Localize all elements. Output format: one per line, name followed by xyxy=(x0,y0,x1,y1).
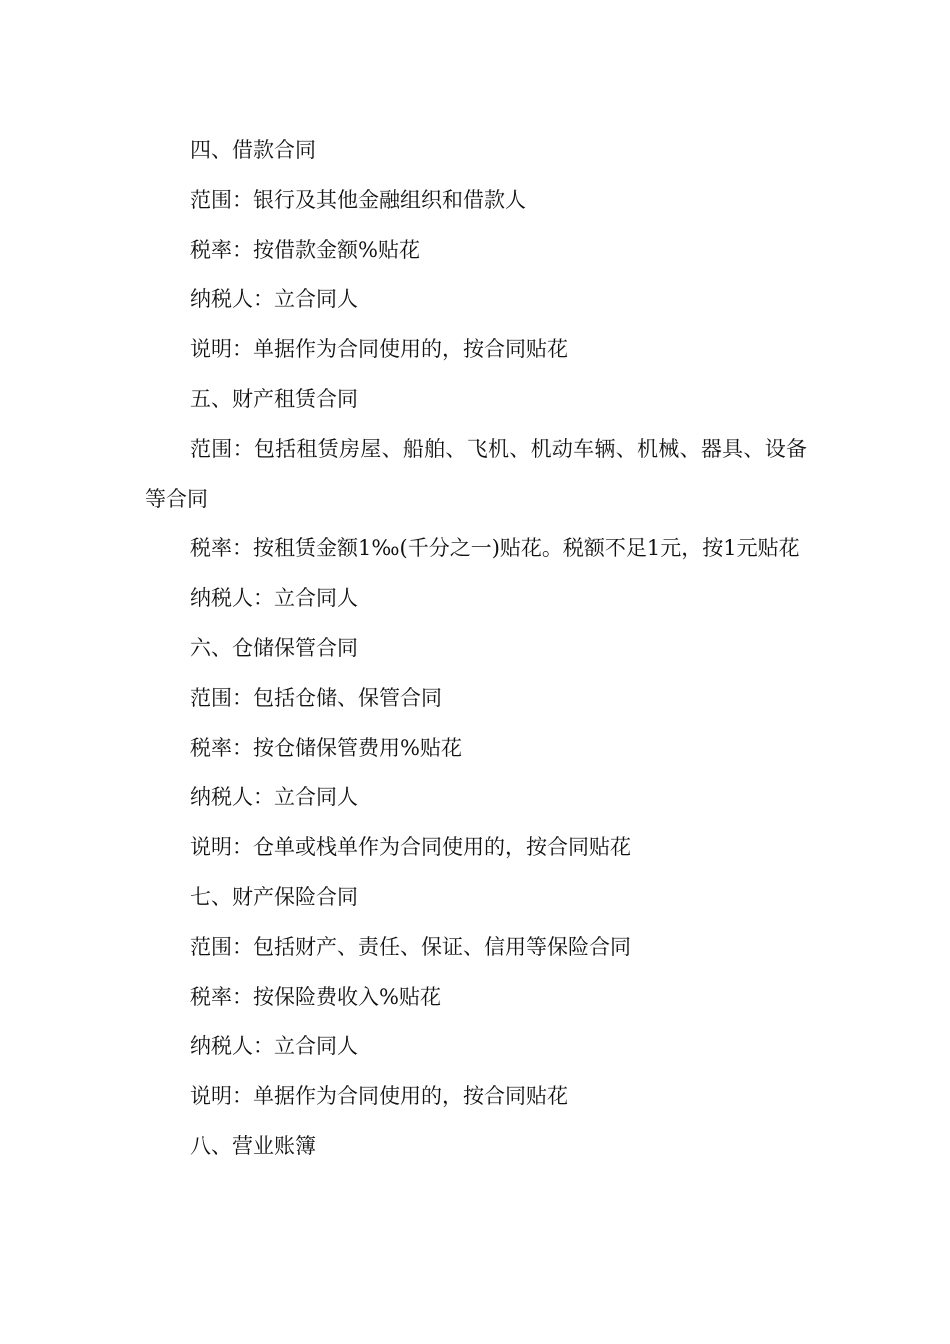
loan-note: 说明：单据作为合同使用的，按合同贴花 xyxy=(190,337,568,362)
warehousing-tax-rate: 税率：按仓储保管费用%贴花 xyxy=(190,735,462,760)
heading-property-lease-contract: 五、财产租赁合同 xyxy=(190,386,358,411)
loan-scope: 范围：银行及其他金融组织和借款人 xyxy=(190,187,526,212)
lease-taxpayer: 纳税人：立合同人 xyxy=(190,586,358,611)
lease-tax-rate: 税率：按租赁金额1‰(千分之一)贴花。税额不足1元，按1元贴花 xyxy=(190,536,800,561)
heading-warehousing-contract: 六、仓储保管合同 xyxy=(190,635,358,660)
lease-scope: 范围：包括租赁房屋、船舶、飞机、机动车辆、机械、器具、设备等合同 xyxy=(145,436,807,511)
warehousing-scope: 范围：包括仓储、保管合同 xyxy=(190,685,442,710)
document-body xyxy=(145,126,807,1172)
loan-tax-rate: 税率：按借款金额%贴花 xyxy=(190,237,420,262)
insurance-tax-rate: 税率：按保险费收入%贴花 xyxy=(190,984,441,1009)
loan-taxpayer: 纳税人：立合同人 xyxy=(190,287,358,312)
insurance-note: 说明：单据作为合同使用的，按合同贴花 xyxy=(190,1084,568,1109)
warehousing-taxpayer: 纳税人：立合同人 xyxy=(190,785,358,810)
insurance-scope: 范围：包括财产、责任、保证、信用等保险合同 xyxy=(190,934,631,959)
heading-business-account-books: 八、营业账簿 xyxy=(190,1133,316,1158)
heading-loan-contract: 四、借款合同 xyxy=(190,138,316,162)
heading-property-insurance-contract: 七、财产保险合同 xyxy=(190,884,358,909)
warehousing-note: 说明：仓单或栈单作为合同使用的，按合同贴花 xyxy=(190,835,631,860)
insurance-taxpayer: 纳税人：立合同人 xyxy=(190,1034,358,1059)
